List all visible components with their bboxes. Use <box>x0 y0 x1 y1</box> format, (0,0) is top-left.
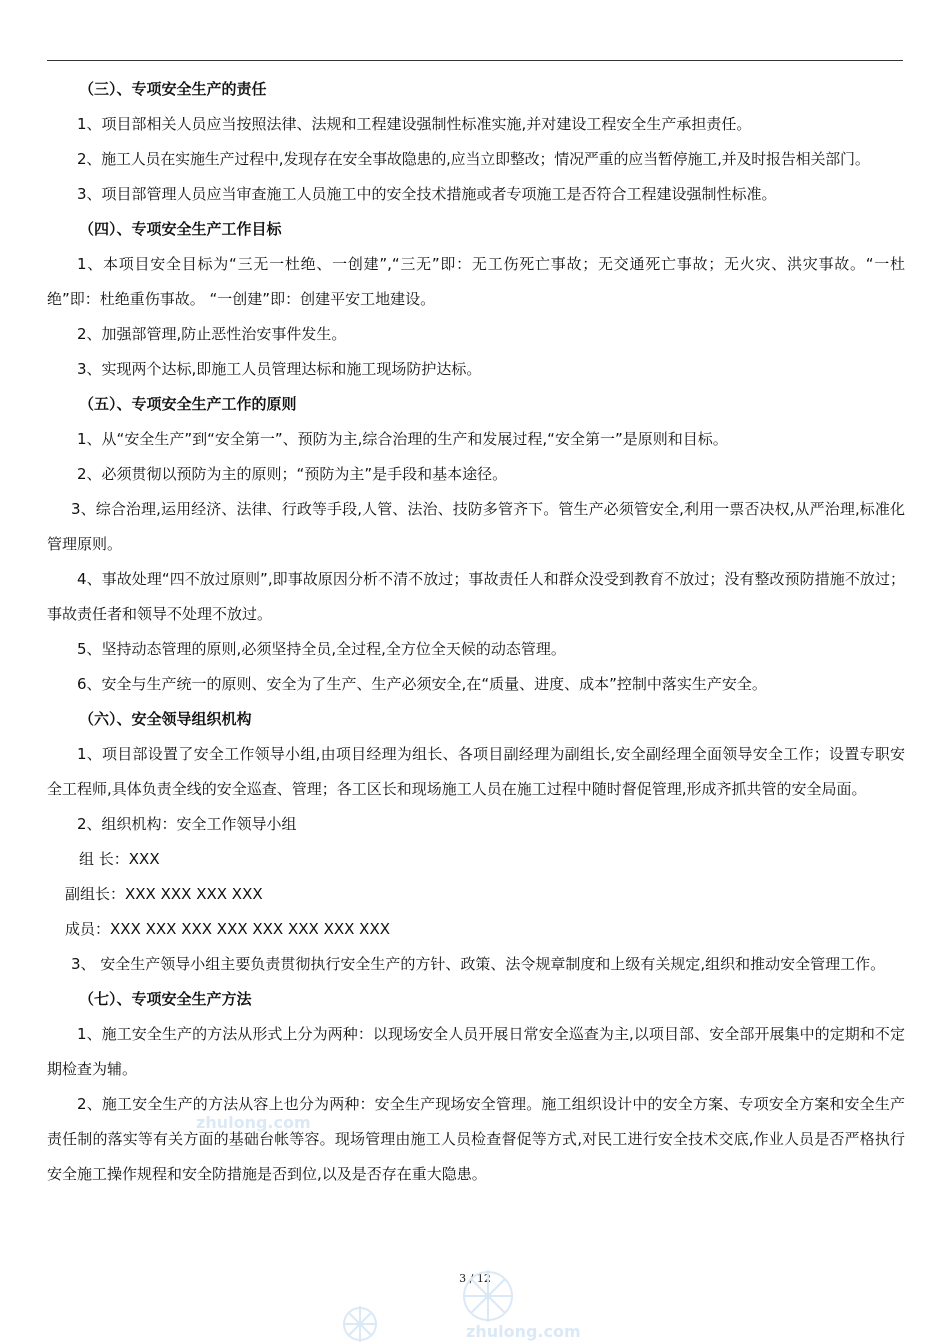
header-rule <box>47 60 903 61</box>
org-leader: 组 长：XXX <box>79 850 160 868</box>
section-heading: （三）、专项安全生产的责任 <box>79 80 267 98</box>
paragraph: 2、必须贯彻以预防为主的原则；“预防为主”是手段和基本途径。 <box>77 465 508 483</box>
document-body <box>47 72 905 1192</box>
org-deputy: 副组长：XXX XXX XXX XXX <box>65 885 263 903</box>
paragraph: 1、项目部相关人员应当按照法律、法规和工程建设强制性标准实施,并对建设工程安全生产承担责任。 <box>77 115 752 133</box>
paragraph: 1、施工安全生产的方法从形式上分为两种：以现场安全人员开展日常安全巡查为主,以项目部、安全部开展集中的定期和不定期检查为辅。 <box>47 1025 905 1078</box>
section-heading: （五）、专项安全生产工作的原则 <box>79 395 297 413</box>
paragraph: 2、加强部管理,防止恶性治安事件发生。 <box>77 325 347 343</box>
watermark-logo-icon <box>448 1262 528 1326</box>
paragraph: 1、从“安全生产”到“安全第一”、预防为主,综合治理的生产和发展过程,“安全第一”是原则和目标。 <box>77 430 728 448</box>
section-heading: （六）、安全领导组织机构 <box>79 710 252 728</box>
paragraph: 3、项目部管理人员应当审查施工人员施工中的安全技术措施或者专项施工是否符合工程建设强制性标准。 <box>77 185 777 203</box>
paragraph: 6、安全与生产统一的原则、安全为了生产、生产必须安全,在“质量、进度、成本”控制中落实生产安全。 <box>77 675 767 693</box>
section-heading: （七）、专项安全生产方法 <box>79 990 252 1008</box>
org-members: 成员：XXX XXX XXX XXX XXX XXX XXX XXX <box>65 920 390 938</box>
paragraph: 2、施工人员在实施生产过程中,发现存在安全事故隐患的,应当立即整改；情况严重的应当暂停施工,并及时报告相关部门。 <box>77 150 870 168</box>
watermark-text: zhulong.com <box>466 1322 581 1341</box>
watermark-text: zhulong.com <box>196 1113 311 1132</box>
paragraph: 3、综合治理,运用经济、法律、行政等手段,人管、法治、技防多管齐下。管生产必须管安全,利用一票否决权,从严治理,标准化管理原则。 <box>47 500 905 553</box>
paragraph: 1、本项目安全目标为“三无一杜绝、一创建”,“三无”即：无工伤死亡事故；无交通死亡事故；无火灾、洪灾事故。“一杜绝”即：杜绝重伤事故。 “一创建”即：创建平安工地建设。 <box>47 255 905 308</box>
watermark-logo-icon <box>330 1300 390 1344</box>
paragraph: 3、实现两个达标,即施工人员管理达标和施工现场防护达标。 <box>77 360 482 378</box>
paragraph: 5、坚持动态管理的原则,必须坚持全员,全过程,全方位全天候的动态管理。 <box>77 640 566 658</box>
section-heading: （四）、专项安全生产工作目标 <box>79 220 282 238</box>
paragraph: 2、施工安全生产的方法从容上也分为两种：安全生产现场安全管理。施工组织设计中的安全方案、专项安全方案和安全生产责任制的落实等有关方面的基础台帐等容。现场管理由施工人员检查督促等方式,对民工进行安全技术交底,作业人员是否严格执行安全施工操作规程和安全防措施是否到位,以及是否存在重大隐患。 <box>47 1095 905 1183</box>
paragraph: 3、 安全生产领导小组主要负责贯彻执行安全生产的方针、政策、法令规章制度和上级有关规定,组织和推动安全管理工作。 <box>71 955 886 973</box>
page-number: 3 / 12 <box>459 1272 491 1285</box>
paragraph: 1、项目部设置了安全工作领导小组,由项目经理为组长、各项目副经理为副组长,安全副经理全面领导安全工作；设置专职安全工程师,具体负责全线的安全巡查、管理；各工区长和现场施工人员在施工过程中随时督促管理,形成齐抓共管的安全局面。 <box>47 745 905 798</box>
paragraph: 4、事故处理“四不放过原则”,即事故原因分析不清不放过；事故责任人和群众没受到教育不放过；没有整改预防措施不放过；事故责任者和领导不处理不放过。 <box>47 570 905 623</box>
paragraph: 2、组织机构：安全工作领导小组 <box>77 815 297 833</box>
